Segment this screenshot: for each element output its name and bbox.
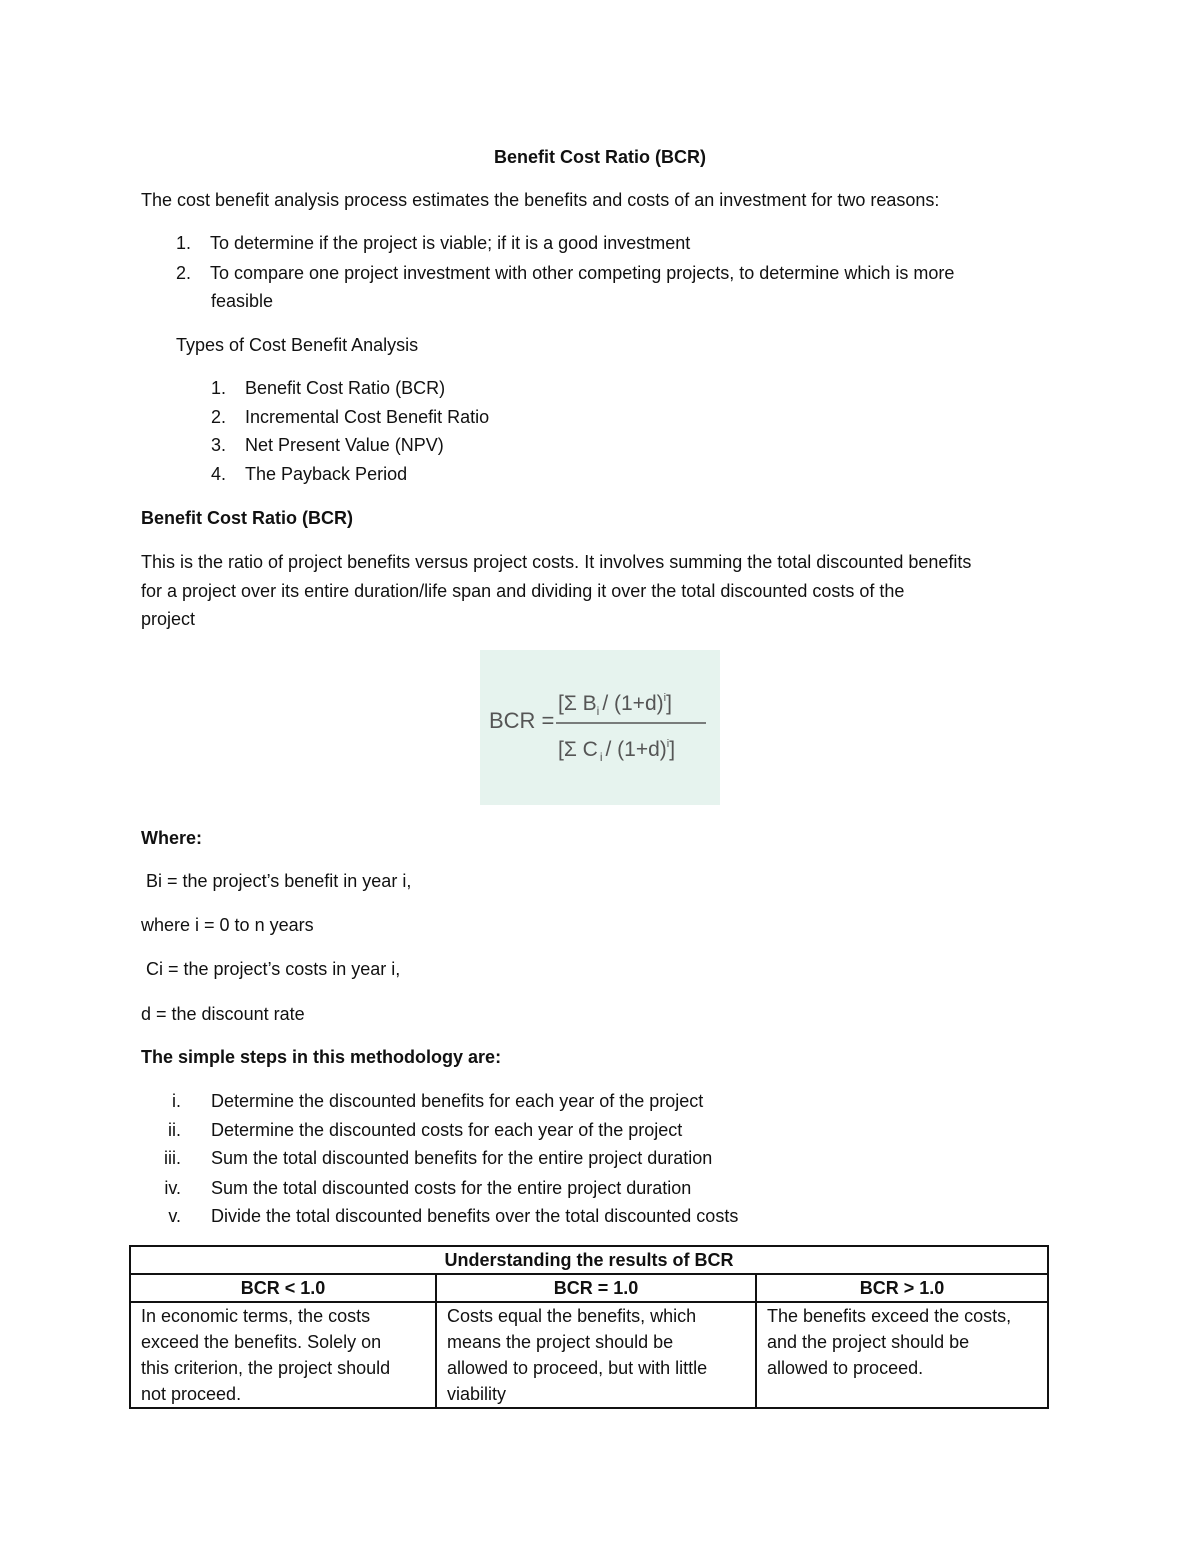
step-number: v. [168, 1206, 181, 1226]
table-header: BCR < 1.0 [130, 1274, 436, 1302]
intro-text: The cost benefit analysis process estimates the benefits and costs of an investment for two reasons: [141, 190, 940, 210]
formula-den-rest: / (1+d) [605, 738, 667, 761]
cell-line: means the project should be [447, 1332, 674, 1352]
cell-line: In economic terms, the costs [141, 1306, 371, 1326]
list-item [211, 431, 444, 459]
table-header-row [130, 1274, 1048, 1302]
definition-line: d = the discount rate [141, 1004, 305, 1024]
paragraph-line: for a project over its entire duration/life span and dividing it over the total discounted costs of the [141, 581, 905, 601]
formula-num-rest: / (1+d) [602, 692, 664, 715]
list-number: 1. [211, 378, 227, 398]
list-item [211, 374, 445, 402]
list-text: To determine if the project is viable; if it is a good investment [210, 233, 691, 253]
list-text: Benefit Cost Ratio (BCR) [245, 378, 446, 398]
cell-line: exceed the benefits. Solely on [141, 1332, 382, 1352]
types-heading: Types of Cost Benefit Analysis [176, 335, 419, 355]
step-number: iii. [164, 1148, 181, 1168]
table-row [130, 1302, 1048, 1408]
bcr-formula [480, 650, 720, 805]
cell-line: allowed to proceed, but with little [447, 1358, 708, 1378]
list-item [211, 403, 489, 431]
cell-line: Costs equal the benefits, which [447, 1306, 697, 1326]
list-text: The Payback Period [245, 464, 408, 484]
list-number: 2. [176, 263, 192, 283]
table-header: BCR = 1.0 [436, 1274, 756, 1302]
paragraph-line: project [141, 609, 196, 629]
results-table [129, 1245, 1049, 1409]
list-number: 1. [176, 233, 192, 253]
formula-den-open: [Σ C [558, 738, 598, 761]
cell-line: allowed to proceed. [767, 1358, 924, 1378]
step-text: Divide the total discounted benefits over the total discounted costs [211, 1206, 739, 1226]
step-number: iv. [164, 1178, 181, 1198]
cell-line: and the project should be [767, 1332, 970, 1352]
table-caption-row [130, 1246, 1048, 1274]
definition-line: Bi = the project’s benefit in year i, [141, 871, 412, 891]
table-caption: Understanding the results of BCR [130, 1246, 1048, 1274]
step-text: Sum the total discounted benefits for the entire project duration [211, 1148, 713, 1168]
step-item [141, 1174, 691, 1202]
table-cell [130, 1302, 436, 1408]
page-title: Benefit Cost Ratio (BCR) [494, 147, 706, 167]
step-item [141, 1087, 703, 1115]
step-text: Determine the discounted benefits for each year of the project [211, 1091, 704, 1111]
paragraph-line: This is the ratio of project benefits versus project costs. It involves summing the total discounted benefits [141, 552, 972, 572]
formula-num-close: ] [666, 692, 672, 715]
cell-line: this criterion, the project should [141, 1358, 391, 1378]
list-number: 2. [211, 407, 227, 427]
step-number: ii. [168, 1120, 181, 1140]
list-text: Net Present Value (NPV) [245, 435, 444, 455]
list-text: Incremental Cost Benefit Ratio [245, 407, 490, 427]
list-number: 3. [211, 435, 227, 455]
where-heading: Where: [141, 828, 203, 848]
formula-num-open: [Σ B [558, 692, 597, 715]
definition-line: Ci = the project’s costs in year i, [141, 959, 401, 979]
formula-num-sub: i [596, 704, 600, 718]
section-heading: Benefit Cost Ratio (BCR) [141, 508, 353, 528]
definition-line: where i = 0 to n years [141, 915, 314, 935]
formula-den-sup: i [666, 738, 670, 750]
cell-line: The benefits exceed the costs, [767, 1306, 1012, 1326]
list-text-continuation: feasible [211, 291, 274, 311]
formula-den-sub: i [599, 750, 603, 764]
step-item [141, 1202, 738, 1230]
cell-line: not proceed. [141, 1384, 242, 1404]
list-text: To compare one project investment with other competing projects, to determine which is more [210, 263, 955, 283]
list-item [211, 460, 407, 488]
step-item [141, 1144, 712, 1172]
formula-denominator [558, 738, 675, 764]
step-text: Sum the total discounted costs for the entire project duration [211, 1178, 692, 1198]
list-item [176, 229, 690, 257]
formula-numerator [558, 692, 672, 718]
step-number: i. [172, 1091, 181, 1111]
formula-den-close: ] [669, 738, 676, 761]
table-header: BCR > 1.0 [756, 1274, 1048, 1302]
cell-line: viability [447, 1384, 507, 1404]
table-cell [436, 1302, 756, 1408]
formula-lhs: BCR = [489, 708, 555, 733]
table-cell [756, 1302, 1048, 1408]
formula-num-sup: i [663, 692, 667, 704]
steps-heading: The simple steps in this methodology are: [141, 1047, 502, 1067]
step-text: Determine the discounted costs for each year of the project [211, 1120, 683, 1140]
list-item [176, 259, 954, 287]
list-number: 4. [211, 464, 227, 484]
step-item [141, 1116, 682, 1144]
